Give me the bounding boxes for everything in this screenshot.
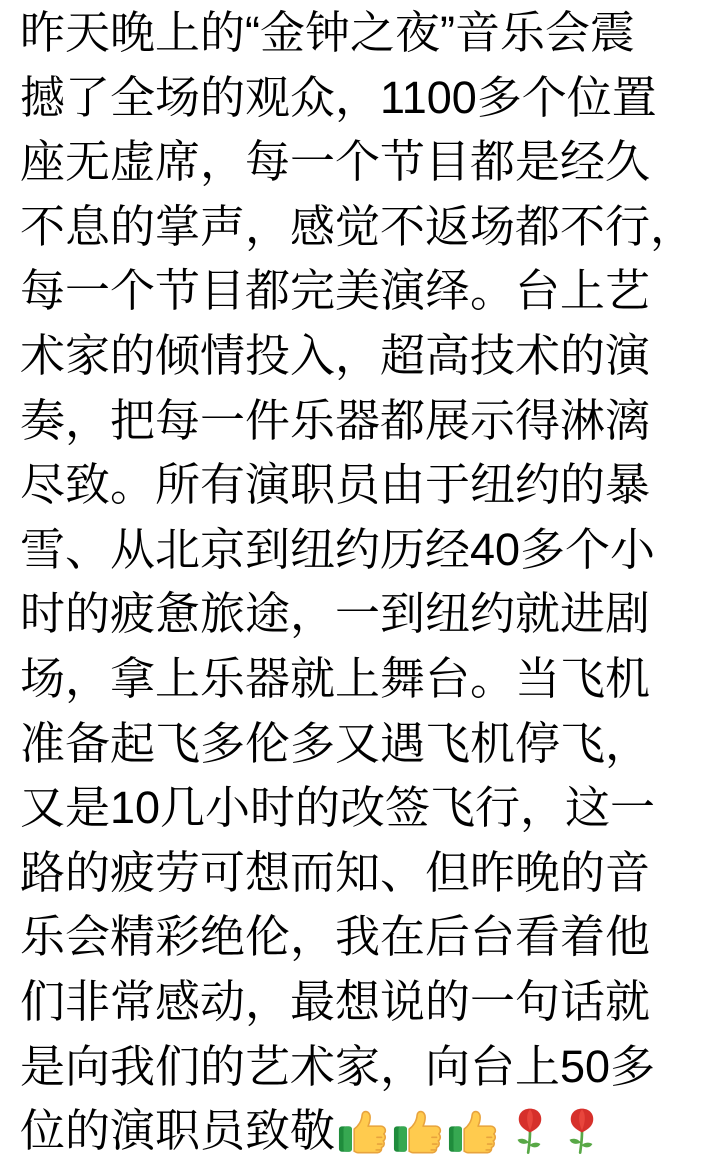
text-line: 奏，把每一件乐器都展示得淋漓 [20,394,651,446]
text-line: 尽致。所有演职员由于纽约的暴 [20,459,651,511]
text-line: 场，拿上乐器就上舞台。当飞机 [20,652,651,704]
text-line: 位的演职员致敬 [20,1099,708,1163]
text-line: 每一个节目都完美演绎。台上艺 [20,265,651,317]
thumbs-up-emoji [336,1103,390,1155]
text-line: 们非常感动，最想说的一句话就 [20,975,651,1027]
text-line: 座无虚席，每一个节目都是经久 [20,136,651,188]
text-line: 术家的倾情投入，超高技术的演 [20,329,651,381]
text-line: 时的疲惫旅途，一到纽约就进剧 [20,588,651,640]
text-line: 准备起飞多伦多又遇飞机停飞， [20,717,651,769]
thumbs-up-emoji [391,1103,445,1155]
text-line: 雪、从北京到纽约历经40多个小 [20,523,656,575]
text-line: 乐会精彩绝伦，我在后台看着他 [20,911,651,963]
rose-emoji [508,1105,552,1155]
text-line: 昨天晚上的“金钟之夜”音乐会震 [20,7,635,58]
text-line: 路的疲劳可想而知、但昨晚的音 [20,846,651,898]
text-line: 撼了全场的观众，1100多个位置 [20,71,657,123]
thumbs-up-emoji [446,1103,500,1155]
text-line: 又是10几小时的改签飞行，这一 [20,782,656,834]
text-line: 不息的掌声，感觉不返场都不行， [20,200,696,252]
rose-emoji [560,1105,604,1155]
text-line: 是向我们的艺术家，向台上50多 [20,1040,656,1092]
